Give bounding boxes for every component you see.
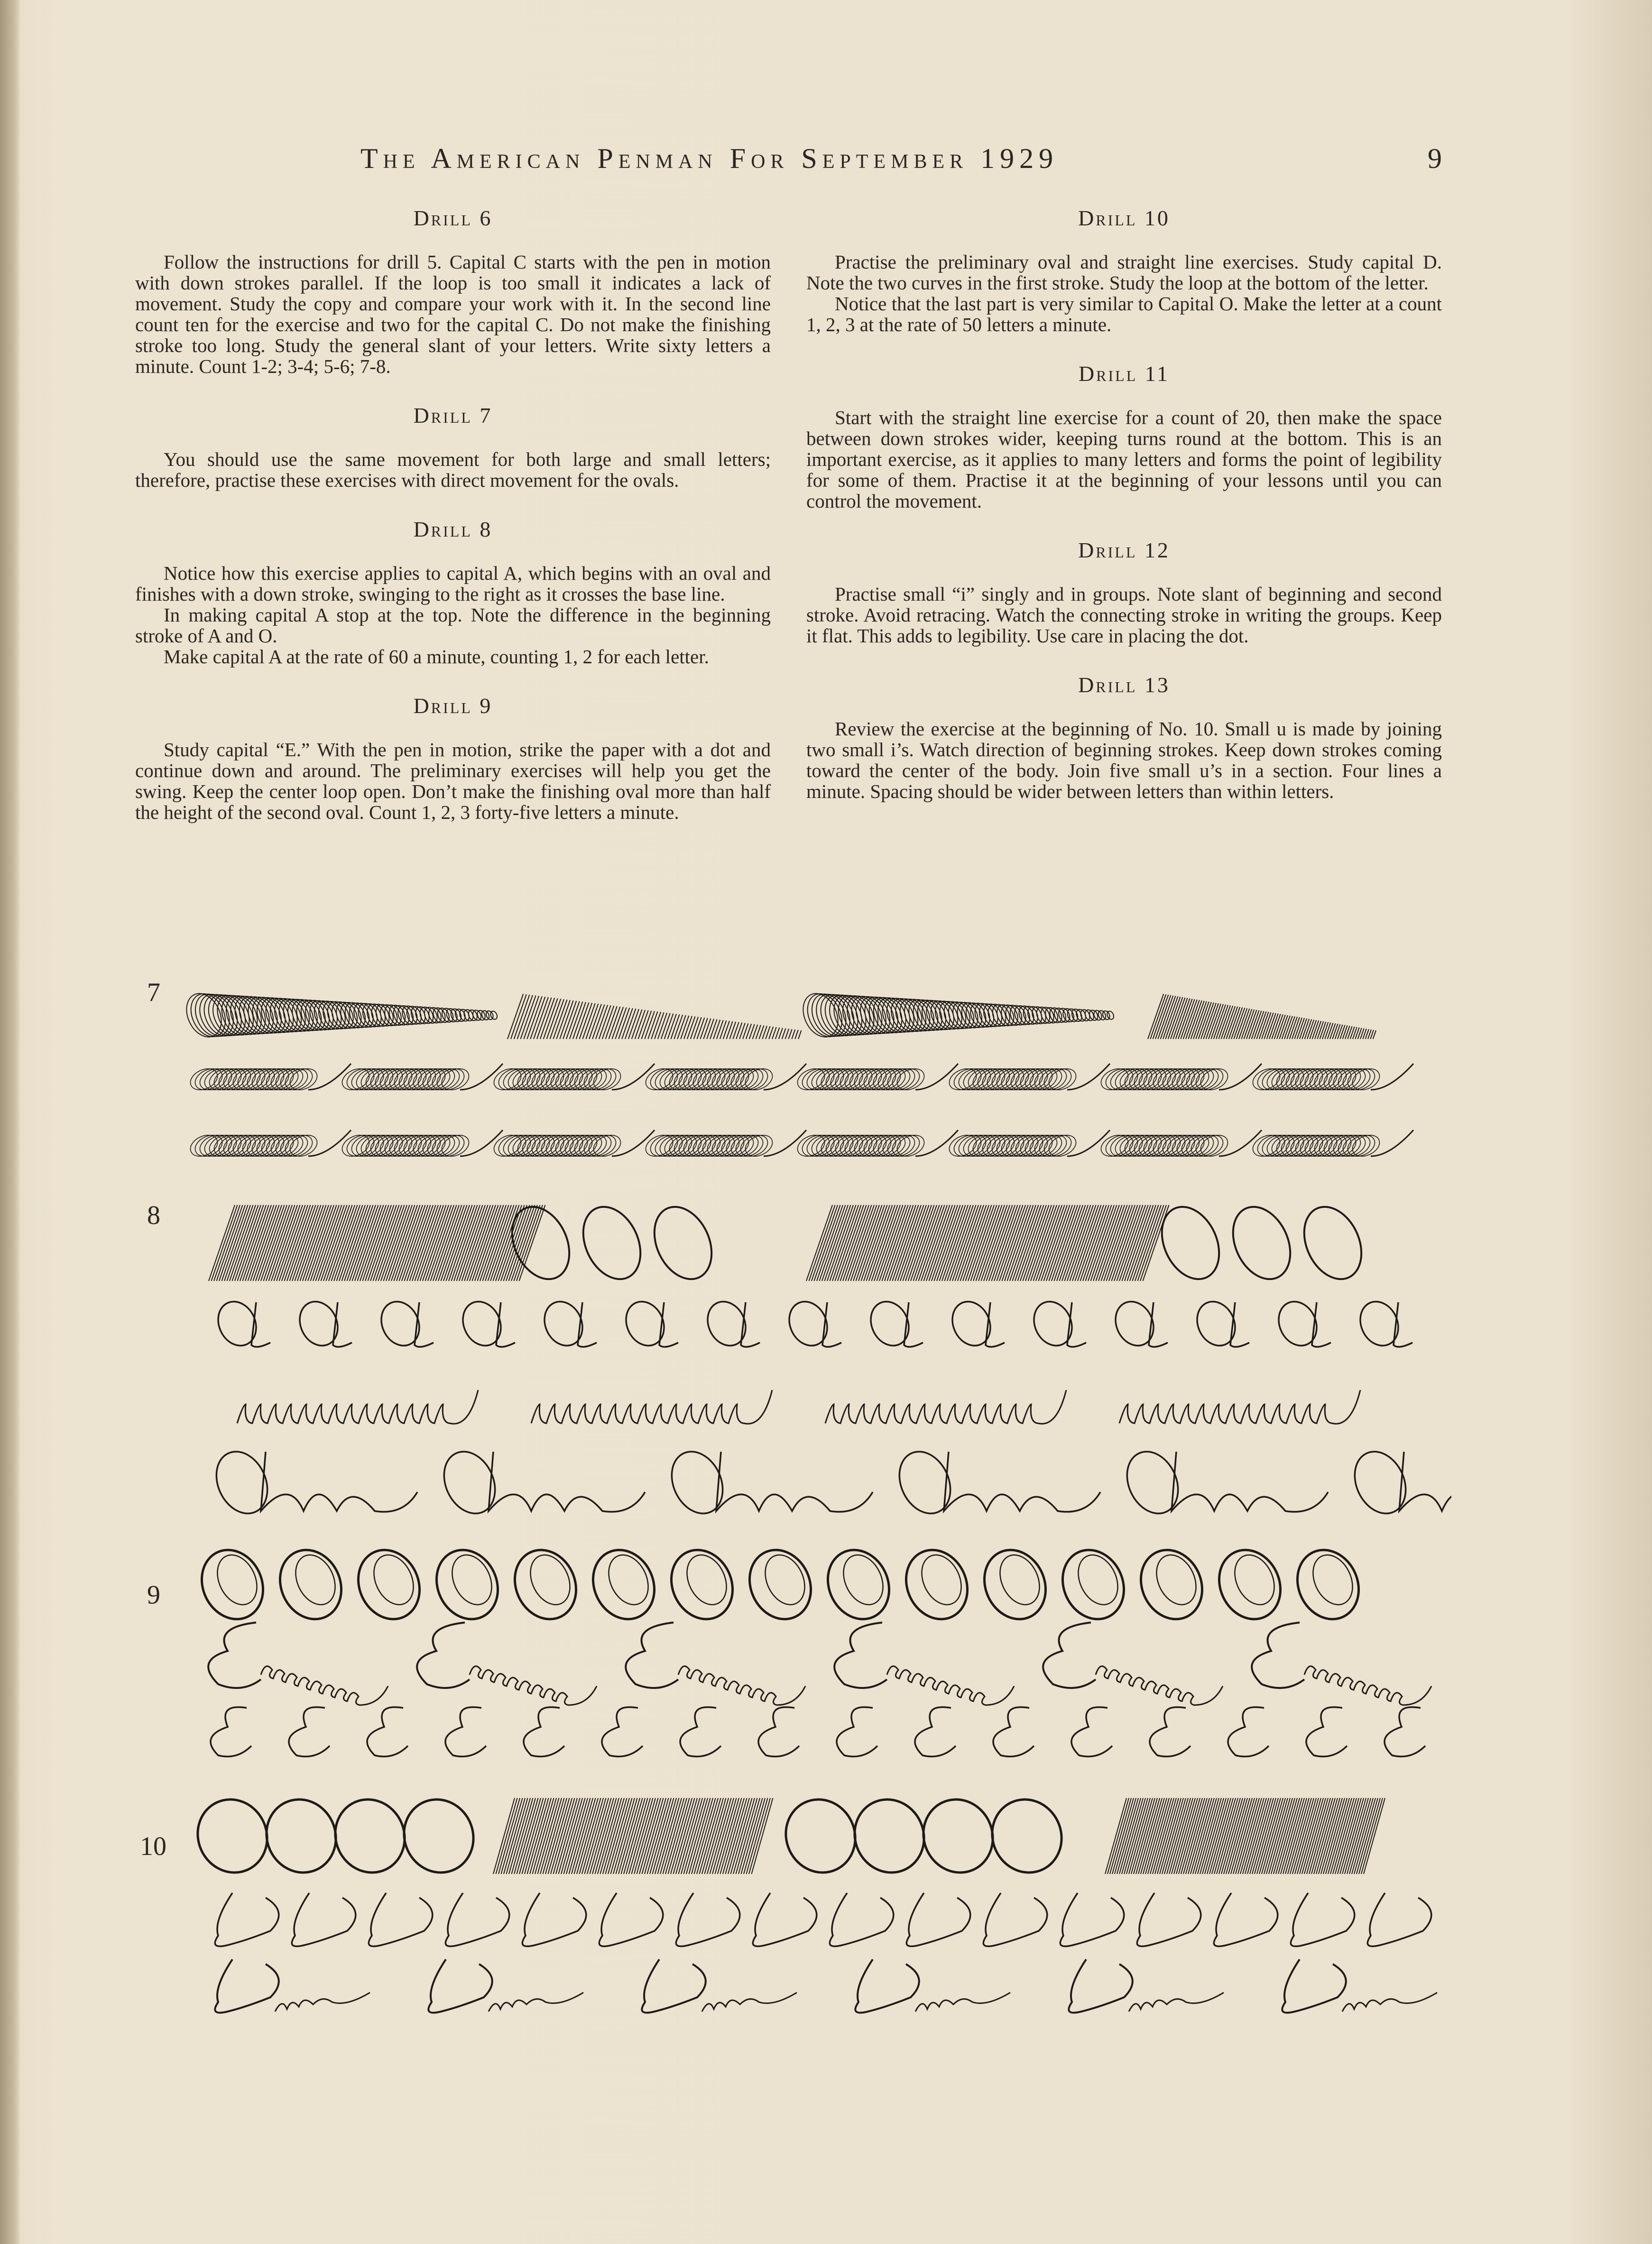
capital-d-drill-row	[186, 1788, 1437, 2013]
left-column	[135, 204, 771, 847]
drill-7	[135, 401, 771, 491]
drill-paragraph: Study capital “E.” With the pen in motion, strike the paper with a dot and continue down and around. The preliminary exercises will help you get the swing. Keep the center loop open. Don’t make the finishing oval more than half the height of the second oval. Count 1, 2, 3 forty-five letters a minute.	[135, 739, 771, 823]
drill-10	[806, 204, 1442, 335]
drill-title: Drill 9	[413, 694, 493, 718]
drill-9	[135, 692, 771, 823]
drill-paragraph: Notice how this exercise applies to capital A, which begins with an oval and finishes with a down stroke, swinging to the right as it crosses the base line.	[135, 562, 771, 605]
drill-title: Drill 7	[413, 403, 493, 427]
drill-paragraph: Practise the preliminary oval and straight line exercises. Study capital D. Note the two curves in the first stroke. Study the loop at the bottom of the letter.	[806, 251, 1442, 294]
right-column	[806, 204, 1442, 826]
row-number: 9	[147, 1580, 160, 1610]
drill-paragraph: Follow the instructions for drill 5. Capital C starts with the pen in motion with down strokes parallel. If the loop is too small it indicates a lack of movement. Study the copy and compare your work with it. In the second line count ten for the exercise and two for the capital C. Do not make the finishing stroke too long. Study the general slant of your letters. Write sixty letters a minute. Count 1-2; 3-4; 5-6; 7-8.	[135, 251, 771, 377]
row-number: 10	[140, 1832, 166, 1861]
drill-title: Drill 11	[1078, 362, 1170, 386]
penmanship-plate	[133, 949, 1451, 2040]
capital-e-drill-row	[191, 1540, 1431, 1757]
drill-title: Drill 12	[1078, 538, 1170, 562]
drill-title: Drill 10	[1078, 206, 1170, 230]
row-number: 8	[147, 1201, 160, 1230]
drill-title: Drill 13	[1078, 673, 1170, 697]
row-number: 7	[147, 978, 160, 1007]
capital-a-drill-row	[207, 1197, 1451, 1522]
binding-gutter	[0, 0, 20, 2244]
drill-paragraph: Make capital A at the rate of 60 a minute, counting 1, 2 for each letter.	[164, 646, 709, 668]
drill-8	[135, 515, 771, 667]
drill-13	[806, 671, 1442, 802]
drill-paragraph: Practise small “i” singly and in groups. Note slant of beginning and second stroke. Avoid retracing. Watch the connecting stroke in writing the groups. Keep it flat. This adds to legibility. Use care in placing the dot.	[806, 583, 1442, 647]
drill-12	[806, 536, 1442, 646]
page-number: 9	[1428, 143, 1442, 174]
drill-title: Drill 8	[413, 517, 493, 541]
drill-title: Drill 6	[413, 206, 493, 230]
oval-drill-row	[180, 988, 1413, 1160]
handwriting-exercises-illustration	[133, 949, 1451, 2040]
drill-paragraph: In making capital A stop at the top. Note the difference in the beginning stroke of A and O.	[135, 604, 771, 647]
drill-11	[806, 360, 1442, 511]
drill-paragraph: Start with the straight line exercise for a count of 20, then make the space between down strokes wider, keeping turns round at the bottom. This is an important exercise, as it applies to many letters and forms the point of legibility for some of them. Practise it at the beginning of your lessons until you can control the movement.	[806, 407, 1442, 512]
drill-paragraph: Review the exercise at the beginning of No. 10. Small u is made by joining two small i’s. Watch direction of beginning strokes. Keep down strokes coming toward the center of the body. Join five small u’s in a section. Four lines a minute. Spacing should be wider between letters than within letters.	[806, 718, 1442, 802]
drill-paragraph: You should use the same movement for both large and small letters; therefore, practise these exercises with direct movement for the ovals.	[135, 448, 771, 491]
drill-paragraph: Notice that the last part is very similar to Capital O. Make the letter at a count 1, 2, 3 at the rate of 50 letters a minute.	[806, 293, 1442, 335]
drill-6	[135, 204, 771, 377]
running-header: The American Penman For September 1929	[360, 143, 1059, 174]
